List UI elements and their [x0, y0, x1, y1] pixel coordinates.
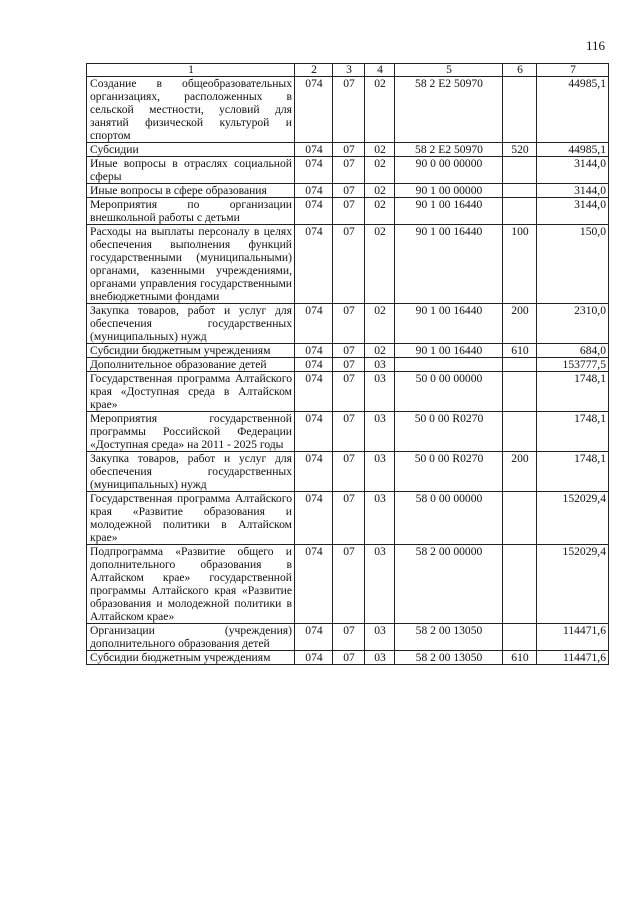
amount: 44985,1 [537, 77, 609, 143]
target-article-code: 50 0 00 R0270 [395, 452, 503, 492]
section-code: 07 [333, 143, 365, 157]
table-row [87, 157, 609, 184]
expense-type-code [503, 157, 537, 184]
subsection-code: 02 [365, 344, 395, 358]
item-name: Мероприятия государственной программы Российской Федерации «Доступная среда» на 2011 - 2025 годы [87, 412, 295, 452]
target-article-code: 90 1 00 16440 [395, 304, 503, 344]
expense-type-code: 200 [503, 304, 537, 344]
admin-code: 074 [295, 372, 333, 412]
target-article-code [395, 358, 503, 372]
amount: 684,0 [537, 344, 609, 358]
amount: 44985,1 [537, 143, 609, 157]
subsection-code: 02 [365, 157, 395, 184]
section-code: 07 [333, 545, 365, 624]
target-article-code: 58 2 00 00000 [395, 545, 503, 624]
item-name: Закупка товаров, работ и услуг для обеспечения государственных (муниципальных) нужд [87, 452, 295, 492]
target-article-code: 90 1 00 16440 [395, 225, 503, 304]
subsection-code: 02 [365, 184, 395, 198]
admin-code: 074 [295, 198, 333, 225]
subsection-code: 03 [365, 545, 395, 624]
column-header: 7 [537, 64, 609, 77]
item-name: Субсидии [87, 143, 295, 157]
subsection-code: 02 [365, 143, 395, 157]
admin-code: 074 [295, 184, 333, 198]
admin-code: 074 [295, 452, 333, 492]
amount: 2310,0 [537, 304, 609, 344]
section-code: 07 [333, 344, 365, 358]
page-number: 116 [586, 38, 606, 53]
admin-code: 074 [295, 344, 333, 358]
column-header: 5 [395, 64, 503, 77]
expense-type-code: 610 [503, 344, 537, 358]
table-row [87, 225, 609, 304]
subsection-code: 03 [365, 651, 395, 665]
subsection-code: 02 [365, 304, 395, 344]
expense-type-code: 520 [503, 143, 537, 157]
amount: 114471,6 [537, 624, 609, 651]
item-name: Расходы на выплаты персоналу в целях обеспечения выполнения функций государственными (муниципальными) органами, казенными учреждениями, органами управления государственными внебюджетными фондами [87, 225, 295, 304]
expense-type-code [503, 184, 537, 198]
item-name: Организации (учреждения) дополнительного образования детей [87, 624, 295, 651]
expense-type-code: 200 [503, 452, 537, 492]
expense-type-code [503, 545, 537, 624]
table-row [87, 372, 609, 412]
section-code: 07 [333, 157, 365, 184]
expense-type-code [503, 372, 537, 412]
subsection-code: 02 [365, 198, 395, 225]
section-code: 07 [333, 372, 365, 412]
column-header: 1 [87, 64, 295, 77]
section-code: 07 [333, 304, 365, 344]
expense-type-code [503, 358, 537, 372]
section-code: 07 [333, 77, 365, 143]
admin-code: 074 [295, 651, 333, 665]
admin-code: 074 [295, 624, 333, 651]
item-name: Иные вопросы в отраслях социальной сферы [87, 157, 295, 184]
table-row [87, 492, 609, 545]
amount: 3144,0 [537, 184, 609, 198]
amount: 1748,1 [537, 372, 609, 412]
subsection-code: 03 [365, 452, 395, 492]
target-article-code: 90 0 00 00000 [395, 157, 503, 184]
table-row [87, 344, 609, 358]
table-row [87, 452, 609, 492]
item-name: Дополнительное образование детей [87, 358, 295, 372]
admin-code: 074 [295, 358, 333, 372]
admin-code: 074 [295, 157, 333, 184]
item-name: Государственная программа Алтайского края «Доступная среда в Алтайском крае» [87, 372, 295, 412]
admin-code: 074 [295, 545, 333, 624]
column-header: 4 [365, 64, 395, 77]
section-code: 07 [333, 198, 365, 225]
subsection-code: 03 [365, 624, 395, 651]
target-article-code: 90 1 00 16440 [395, 344, 503, 358]
target-article-code: 90 1 00 16440 [395, 198, 503, 225]
item-name: Субсидии бюджетным учреждениям [87, 344, 295, 358]
admin-code: 074 [295, 492, 333, 545]
item-name: Иные вопросы в сфере образования [87, 184, 295, 198]
target-article-code: 58 2 00 13050 [395, 651, 503, 665]
amount: 150,0 [537, 225, 609, 304]
column-header: 3 [333, 64, 365, 77]
table-row [87, 624, 609, 651]
section-code: 07 [333, 358, 365, 372]
expense-type-code [503, 624, 537, 651]
target-article-code: 58 2 Е2 50970 [395, 143, 503, 157]
table-row [87, 651, 609, 665]
expense-type-code [503, 77, 537, 143]
table-row [87, 77, 609, 143]
table-row [87, 304, 609, 344]
budget-table [86, 63, 609, 665]
admin-code: 074 [295, 412, 333, 452]
admin-code: 074 [295, 304, 333, 344]
section-code: 07 [333, 184, 365, 198]
target-article-code: 58 2 00 13050 [395, 624, 503, 651]
expense-type-code [503, 412, 537, 452]
item-name: Субсидии бюджетным учреждениям [87, 651, 295, 665]
admin-code: 074 [295, 143, 333, 157]
expense-type-code [503, 492, 537, 545]
subsection-code: 02 [365, 225, 395, 304]
table-row [87, 412, 609, 452]
section-code: 07 [333, 492, 365, 545]
expense-type-code: 100 [503, 225, 537, 304]
amount: 3144,0 [537, 198, 609, 225]
target-article-code: 58 2 Е2 50970 [395, 77, 503, 143]
amount: 3144,0 [537, 157, 609, 184]
amount: 114471,6 [537, 651, 609, 665]
column-header: 6 [503, 64, 537, 77]
target-article-code: 58 0 00 00000 [395, 492, 503, 545]
amount: 153777,5 [537, 358, 609, 372]
subsection-code: 02 [365, 77, 395, 143]
item-name: Закупка товаров, работ и услуг для обеспечения государственных (муниципальных) нужд [87, 304, 295, 344]
expense-type-code: 610 [503, 651, 537, 665]
table-row [87, 184, 609, 198]
admin-code: 074 [295, 225, 333, 304]
item-name: Государственная программа Алтайского края «Развитие образования и молодежной политики в Алтайском крае» [87, 492, 295, 545]
section-code: 07 [333, 412, 365, 452]
item-name: Создание в общеобразовательных организациях, расположенных в сельской местности, условий для занятий физической культурой и спортом [87, 77, 295, 143]
subsection-code: 03 [365, 372, 395, 412]
section-code: 07 [333, 624, 365, 651]
item-name: Мероприятия по организации внешкольной работы с детьми [87, 198, 295, 225]
admin-code: 074 [295, 77, 333, 143]
target-article-code: 50 0 00 R0270 [395, 412, 503, 452]
expense-type-code [503, 198, 537, 225]
target-article-code: 90 1 00 00000 [395, 184, 503, 198]
amount: 1748,1 [537, 412, 609, 452]
section-code: 07 [333, 225, 365, 304]
table-row [87, 545, 609, 624]
subsection-code: 03 [365, 492, 395, 545]
section-code: 07 [333, 651, 365, 665]
amount: 152029,4 [537, 492, 609, 545]
table-row [87, 143, 609, 157]
section-code: 07 [333, 452, 365, 492]
item-name: Подпрограмма «Развитие общего и дополнительного образования в Алтайском крае» государственной программы Алтайского края «Развитие образования и молодежной политики в Алтайском крае» [87, 545, 295, 624]
table-row [87, 358, 609, 372]
column-header: 2 [295, 64, 333, 77]
amount: 1748,1 [537, 452, 609, 492]
header-row [87, 64, 609, 77]
subsection-code: 03 [365, 358, 395, 372]
subsection-code: 03 [365, 412, 395, 452]
target-article-code: 50 0 00 00000 [395, 372, 503, 412]
table-row [87, 198, 609, 225]
amount: 152029,4 [537, 545, 609, 624]
